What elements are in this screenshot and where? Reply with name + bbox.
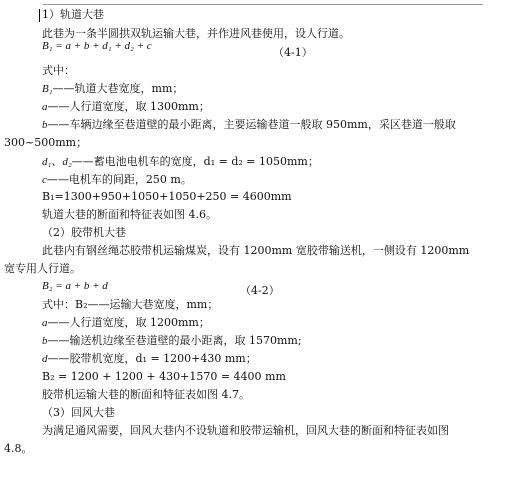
equation-number-4-1: （4-1）: [273, 46, 313, 59]
definition-text: ——输送机边缘至巷道壁的最小距离，取 1570mm;: [47, 334, 302, 347]
definition-text: ——蓄电池电机车的宽度，d₁ = d₂ = 1050mm；: [71, 155, 319, 168]
definition-symbol: a: [42, 317, 48, 329]
section-1-figure-note: 轨道大巷的断面和特征表如图 4.6。: [42, 208, 217, 221]
definition-symbol: d₁、d₂: [42, 156, 72, 168]
where-label: 式中：: [42, 64, 75, 77]
definition-text: ——车辆边缘至巷道壁的最小距离，主要运输巷道一般取 950mm，采区巷道一般取: [47, 118, 456, 131]
section-1-intro: 此巷为一条半圆拱双轨运输大巷，并作进风巷使用，设人行道。: [42, 27, 350, 40]
calculation-B2: B₂ = 1200 + 1200 + 430+1570 = 4400 mm: [42, 370, 286, 383]
definition-symbol: d: [42, 353, 48, 365]
equation-number-4-2: （4-2）: [240, 284, 280, 297]
header-rule: [43, 4, 483, 5]
definition-symbol: B₁: [42, 83, 53, 95]
formula-4-2: B₂ = a + b + d: [42, 280, 108, 292]
definition-B1: [42, 82, 183, 96]
definition-text: ——人行道宽度，取 1300mm；: [47, 100, 210, 113]
section-2-intro-line1: 此巷内有钢丝绳芯胶带机运输煤炭，设有 1200mm 宽胶带输送机，一侧设有 1200mm: [42, 244, 470, 257]
definition-d1-d2: [42, 155, 319, 169]
definition-symbol: b: [42, 119, 48, 131]
calculation-B1: B₁=1300+950+1050+1050+250 = 4600mm: [42, 190, 292, 203]
formula-4-1: B₁ = a + b + d₁ + d₂ + c: [42, 40, 152, 52]
definition-text: ——人行道宽度，取 1200mm；: [47, 316, 210, 329]
definition-text: ——运输大巷宽度，mm；: [87, 298, 219, 311]
text-cursor: [39, 9, 40, 22]
definition-symbol: 式中：B₂: [42, 298, 88, 311]
section-3-heading: （3）回风大巷: [42, 406, 115, 419]
definition-symbol: a: [42, 101, 48, 113]
section-2-figure-note: 胶带机运输大巷的断面和特征表如图 4.7。: [42, 388, 250, 401]
definition-a-2: [42, 316, 210, 330]
definition-text: ——轨道大巷宽度，mm；: [52, 82, 184, 95]
definition-a: [42, 100, 210, 114]
section-2-intro-line2: 宽专用人行道。: [4, 262, 81, 275]
definition-B2: [42, 298, 218, 312]
definition-b-2: [42, 334, 302, 348]
section-2-heading: （2）胶带机大巷: [42, 226, 126, 239]
definition-d-2: [42, 352, 257, 366]
section-1-heading: 1）轨道大巷: [42, 8, 104, 21]
section-3-body-line2: 4.8。: [4, 442, 33, 455]
definition-b-continued: 300~500mm；: [4, 136, 88, 149]
definition-symbol: c: [42, 174, 47, 186]
definition-text: ——胶带机宽度，d₁ = 1200+430 mm；: [47, 352, 257, 365]
section-3-body-line1: 为满足通风需要，回风大巷内不设轨道和胶带运输机，回风大巷的断面和特征表如图: [42, 424, 449, 437]
definition-symbol: b: [42, 335, 48, 347]
definition-b: [42, 118, 456, 132]
definition-c: [42, 173, 192, 187]
definition-text: ——电机车的间距，250 m。: [46, 173, 192, 186]
